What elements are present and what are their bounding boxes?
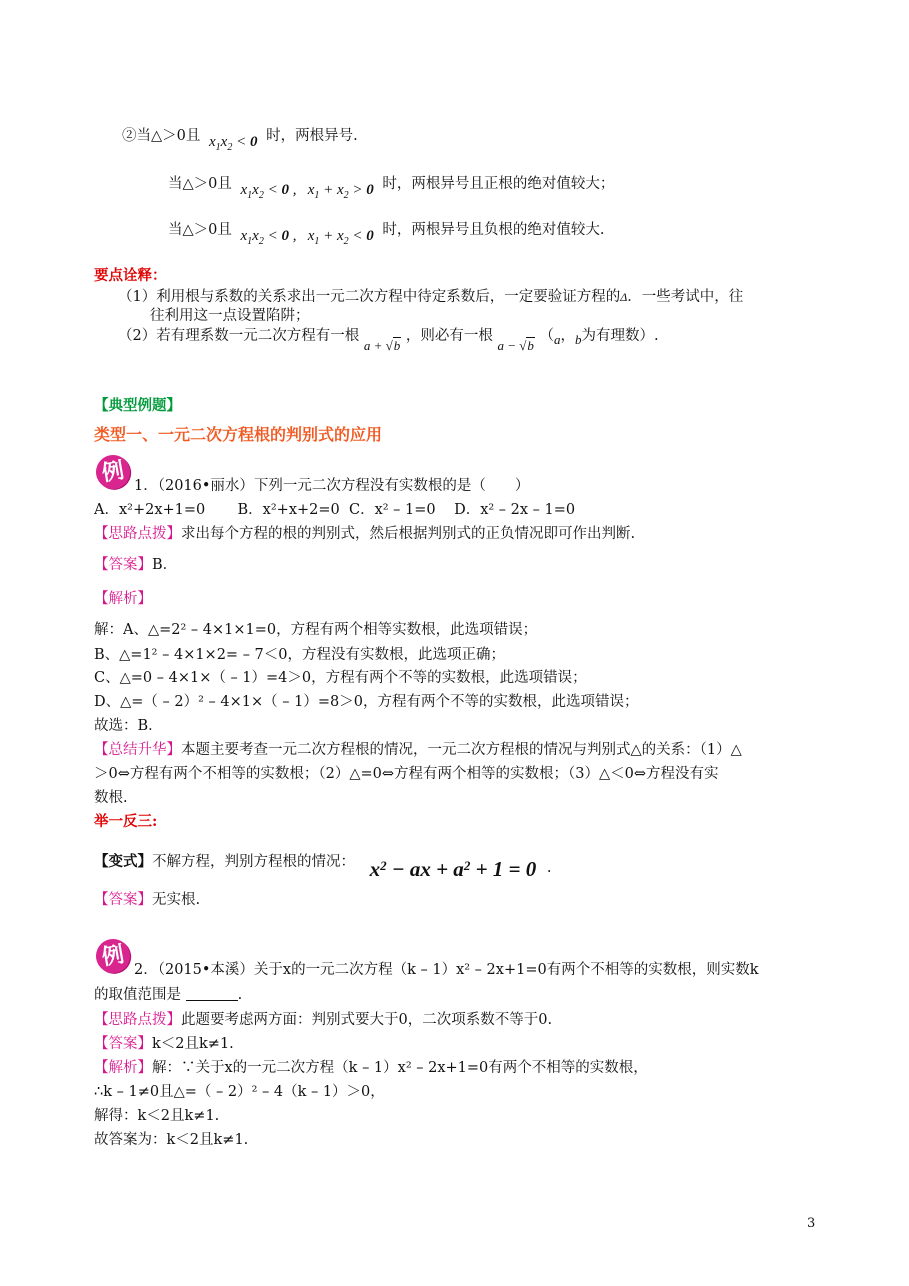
- ex1-solution-e: 故选：B．: [94, 718, 163, 734]
- note-2-text-e: 为有理数）.: [581, 328, 659, 344]
- condition-line-1: [122, 126, 358, 152]
- note-1-text-c: 往利用这一点设置陷阱；: [150, 308, 310, 324]
- ex2-step-1: ∴k – 1≠0且△=（ – 2）² – 4（k – 1）＞0，: [94, 1084, 385, 1100]
- ex2-analysis: [94, 1058, 648, 1078]
- condition-2-suffix: 时，两根异号且正根的绝对值较大；: [382, 176, 615, 192]
- ex1-question: 1．（2016•丽水）下列一元二次方程没有实数根的是（ ）: [134, 478, 530, 494]
- ex1-summary-text-b: ＞0⇔方程有两个不相等的实数根；（2）△=0⇔方程有两个相等的实数根；（3）△＜0⇔方程没有实: [94, 766, 719, 782]
- condition-3-suffix: 时，两根异号且负根的绝对值较大.: [382, 222, 605, 238]
- note-1-line-1: [118, 287, 743, 307]
- variant-title: 举一反三:: [94, 813, 158, 830]
- var-a: a: [554, 332, 561, 347]
- variant-equation: $x^2$ − ax + $a^2 + 1 = 0$: [369, 857, 537, 881]
- variant-text: 不解方程，判别方程根的情况：: [152, 854, 355, 870]
- ex1-summary-text-c: 数根.: [94, 790, 128, 806]
- condition-2-prefix: 当△＞0且: [168, 176, 232, 192]
- ex1-solution-b: B、△=1² – 4×1×2= – 7＜0，方程没有实数根，此选项正确；: [94, 647, 506, 663]
- variant-answer-text: 无实根.: [152, 892, 201, 908]
- ex2-answer-text: k＜2且k≠1.: [152, 1036, 234, 1052]
- ex1-solution-d: D、△=（ – 2）² – 4×1×（ – 1）=8＞0，方程有两个不等的实数根，此选项错误；: [94, 694, 639, 710]
- ex2-hint-text: 此题要考虑两方面：判别式要大于0，二次项系数不等于0.: [181, 1012, 553, 1028]
- note-2-line: [118, 326, 659, 353]
- notes-title: 要点诠释：: [94, 267, 167, 284]
- variant-label: 【变式】: [94, 853, 152, 870]
- formula-a-minus-sqrt-b: a − √b: [497, 338, 534, 353]
- examples-heading: 【典型例题】: [94, 397, 181, 414]
- variant-equation-dot: .: [546, 860, 552, 876]
- ex2-question-b: 的取值范围是: [94, 987, 181, 1003]
- ex1-solution-a: 解：A、△=2² – 4×1×1=0，方程有两个相等实数根，此选项错误；: [94, 622, 538, 638]
- ex2-answer: [94, 1034, 234, 1054]
- ex1-hint-label: 【思路点拨】: [94, 526, 181, 542]
- note-1-text-b: ．一些考试中，往: [627, 289, 744, 305]
- ex1-option-c: C．x² – 1=0: [348, 502, 436, 518]
- variant-answer: [94, 890, 200, 910]
- formula-x1x2-lt-0-sum-gt-0: $x_1x_2 < 0$ , $x_1 + x_2 > 0$: [240, 182, 374, 201]
- note-1-text-a: （1）利用根与系数的关系求出一元二次方程中待定系数后，一定要验证方程的: [118, 289, 621, 305]
- ex2-step-3: 故答案为：k＜2且k≠1.: [94, 1132, 249, 1148]
- var-b: b: [575, 332, 582, 347]
- ex1-summary-text-a: 本题主要考查一元二次方程根的情况，一元二次方程根的情况与判别式△的关系：（1）△: [181, 742, 742, 758]
- ex2-analysis-text: 解：∵关于x的一元二次方程（k – 1）x² – 2x+1=0有两个不相等的实数根，: [152, 1060, 648, 1076]
- ex2-step-2: 解得：k＜2且k≠1.: [94, 1108, 220, 1124]
- ex2-analysis-label: 【解析】: [94, 1060, 152, 1076]
- ex1-options: [94, 500, 575, 520]
- variant-line: [94, 846, 552, 881]
- condition-line-2: [168, 174, 614, 200]
- ex2-hint-label: 【思路点拨】: [94, 1012, 181, 1028]
- ex1-option-a: A．x²+2x+1=0: [94, 502, 206, 518]
- ex1-answer: [94, 555, 177, 575]
- ex1-analysis-label: 【解析】: [94, 591, 152, 607]
- type1-title: 类型一、一元二次方程根的判别式的应用: [94, 425, 383, 444]
- condition-line-3: [168, 220, 605, 246]
- note-1-delta: Δ: [620, 290, 628, 304]
- formula-x1x2-lt-0-sum-lt-0: $x_1x_2 < 0$ , $x_1 + x_2 < 0$: [240, 228, 374, 247]
- ex1-option-d: D．x² – 2x – 1=0: [454, 502, 576, 518]
- condition-1-suffix: 时，两根异号.: [266, 128, 358, 144]
- ex1-summary-line-1: [94, 740, 742, 760]
- note-2-text-c: （: [539, 328, 555, 344]
- example-badge-1: 例: [93, 452, 132, 491]
- ex1-answer-text: B．: [152, 557, 178, 573]
- ex1-hint: [94, 524, 635, 544]
- ex2-question-a: 2．（2015•本溪）关于x的一元二次方程（k – 1）x² – 2x+1=0有两个不相等的实数根，则实数k: [134, 962, 759, 978]
- ex1-option-b: B．x²+x+2=0: [237, 502, 340, 518]
- note-2-text-d: ，: [560, 328, 576, 344]
- ex1-answer-label: 【答案】: [94, 557, 152, 573]
- ex1-summary-label: 【总结升华】: [94, 742, 181, 758]
- page-number: 3: [807, 1216, 816, 1231]
- ex2-question-b-line: 的取值范围是 .: [94, 987, 243, 1003]
- note-2-text-b: ，则必有一根: [405, 328, 493, 344]
- note-2-text-a: （2）若有理系数一元二次方程有一根: [118, 328, 360, 344]
- ex1-solution-c: C、△=0 – 4×1×（ – 1）=4＞0，方程有两个不等的实数根，此选项错误；: [94, 670, 587, 686]
- ex2-answer-blank: [186, 986, 238, 1001]
- ex1-hint-text: 求出每个方程的根的判别式，然后根据判别式的正负情况即可作出判断.: [181, 526, 636, 542]
- formula-a-plus-sqrt-b: a + √b: [363, 338, 401, 353]
- condition-1-prefix: ②当△＞0且: [122, 128, 201, 144]
- ex2-answer-label: 【答案】: [94, 1036, 152, 1052]
- ex2-hint: [94, 1010, 552, 1030]
- variant-answer-label: 【答案】: [94, 892, 152, 908]
- formula-x1x2-lt-0: $x_1x_2 < 0$: [209, 134, 258, 153]
- example-badge-2: 例: [93, 936, 132, 975]
- condition-3-prefix: 当△＞0且: [168, 222, 232, 238]
